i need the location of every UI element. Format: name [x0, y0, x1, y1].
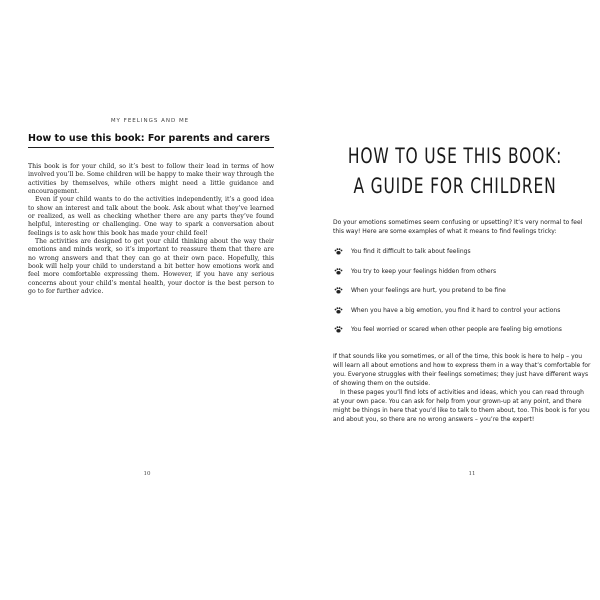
list-item-text: You find it difficult to talk about feelings — [351, 248, 471, 255]
chapter-title — [336, 141, 574, 201]
paragraph: This book is for your child, so it’s best to follow their lead in terms of how involved you’ll be. Some children will be happy to make their way through the activities by themselves, while others might need a little guidance and encouragement. — [28, 163, 274, 196]
outro-text — [333, 352, 591, 424]
page-number-left: 10 — [143, 471, 151, 477]
list-item-text: You feel worried or scared when other people are feeling big emotions — [351, 326, 562, 333]
paragraph: Even if your child wants to do the activities independently, it’s a good idea to show an interest and talk about the book. Ask about what they’ve learned or realized, as well as checking whether there are any parts they’ve found helpful, interesting or challenging. One way to spark a conversation about feelings is to ask how this book has made your child feel! — [28, 196, 274, 237]
list-item-text: When you have a big emotion, you find it hard to control your actions — [351, 306, 561, 314]
list-item — [334, 247, 592, 267]
pawprint-icon — [334, 248, 343, 255]
page-number-right: 11 — [468, 471, 476, 477]
paragraph: The activities are designed to get your child thinking about the way their emotions and minds work, so it’s important to reassure them that there are no wrong answers and that they can go at their own pace. Hopefully, this book will help your child to understand a bit better how emotions work and feel more comfortable expressing them. However, if you have any serious concerns about your child’s mental health, your doctor is the best person to go to for further advice. — [28, 238, 274, 296]
pawprint-icon — [334, 287, 343, 294]
chapter-title-line: A GUIDE FOR CHILDREN — [353, 174, 557, 198]
paragraph: Do your emotions sometimes seem confusing or upsetting? It’s very normal to feel this way! Here are some examples of what it means to find feelings tricky: — [333, 219, 583, 235]
pawprint-icon — [334, 268, 343, 275]
list-item — [334, 325, 592, 345]
pawprint-icon — [334, 307, 343, 314]
running-head: MY FEELINGS AND ME — [110, 118, 190, 124]
left-body-text — [28, 163, 274, 297]
right-page — [300, 0, 600, 600]
list-item — [334, 286, 592, 306]
paragraph: If that sounds like you sometimes, or all of the time, this book is here to help – you will learn all about emotions and how to express them in a way that’s comfortable for you. Everyone struggles with their feelings sometimes; they just have different ways of showing them on the outside. — [333, 353, 591, 387]
list-item — [334, 267, 592, 287]
chapter-title-line: HOW TO USE THIS BOOK: — [347, 144, 563, 168]
intro-paragraph — [333, 218, 591, 236]
list-item-text: When your feelings are hurt, you pretend to be fine — [351, 287, 506, 294]
list-item — [334, 306, 592, 326]
paragraph: In these pages you’ll find lots of activities and ideas, which you can read through at your own pace. You can ask for help from your grown-up at any point, and there might be things in here that you’d like to talk to them about, too. This book is for you and about you, so there are no wrong answers – you’re the expert! — [333, 389, 590, 423]
pawprint-icon — [334, 326, 343, 333]
list-item-text: You try to keep your feelings hidden from others — [351, 267, 497, 275]
bullet-list — [334, 247, 592, 345]
section-title: How to use this book: For parents and carers — [28, 133, 274, 148]
